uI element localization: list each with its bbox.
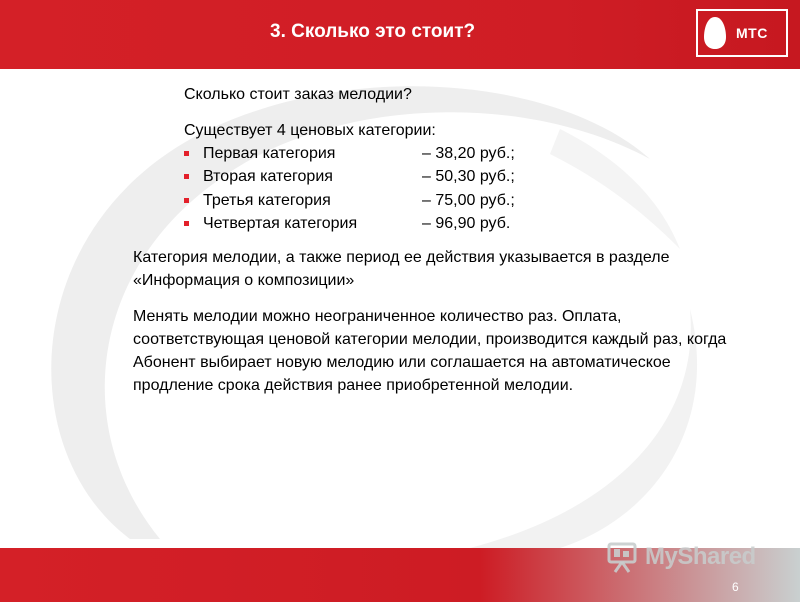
category-price: – 38,20 руб.; [422,145,515,162]
bullet-square-icon [184,174,189,179]
slide-title: 3. Сколько это стоит? [270,21,476,42]
logo-text: МТС [736,25,768,41]
watermark-text: MyShared [645,543,756,570]
bullet-square-icon [184,198,189,203]
category-name: Первая категория [203,145,336,162]
bullet-square-icon [184,151,189,156]
myshared-watermark [607,539,756,575]
intro-text: Существует 4 ценовых категории: [184,122,436,139]
bullet-square-icon [184,221,189,226]
question-text: Сколько стоит заказ мелодии? [184,86,412,103]
category-name: Четвертая категория [203,214,358,232]
category-price: – 75,00 руб.; [422,191,515,209]
category-name: Вторая категория [203,168,333,186]
category-price: – 96,90 руб. [422,214,511,232]
projector-icon [607,540,641,574]
category-name: Третья категория [203,191,331,209]
paragraph-payment-info: Менять мелодии можно неограниченное количество раз. Оплата, соответствующая ценовой категории мелодии, производится каждый раз, когда Абонент выбирает новую мелодию или соглашается на автоматическое продление срока действия ранее приобретенной мелодии. [133,308,727,394]
paragraph-category-info: Категория мелодии, а также период ее действия указывается в разделе «Информация о композиции» [133,249,670,289]
category-price: – 50,30 руб.; [422,168,515,186]
page-number: 6 [732,580,739,594]
